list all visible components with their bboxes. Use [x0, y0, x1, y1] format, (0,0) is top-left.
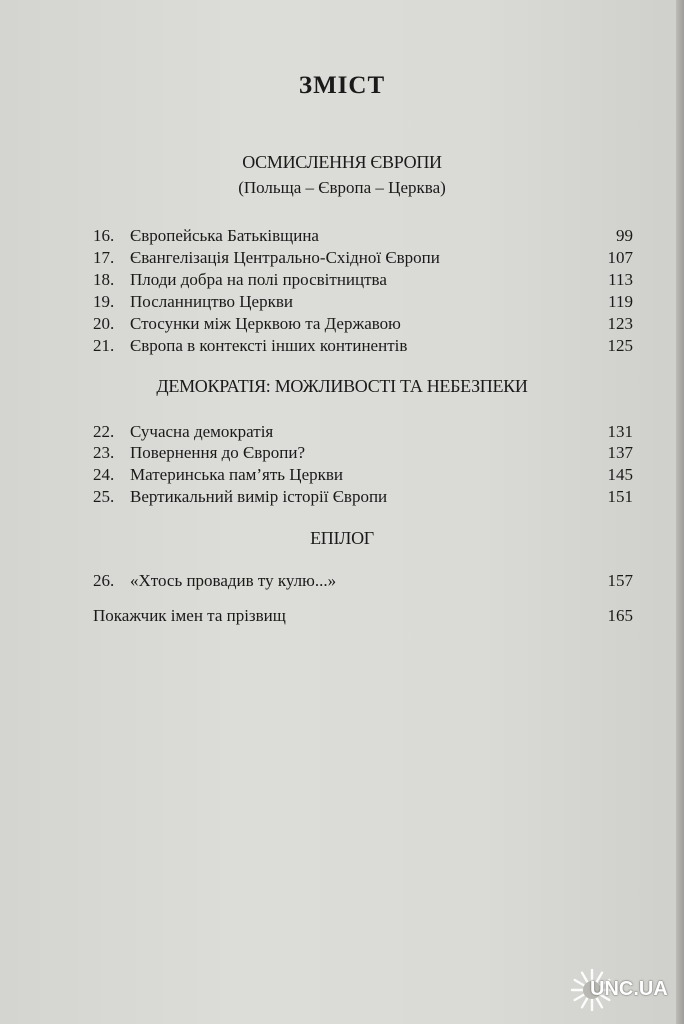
- entry-title: Європейська Батьківщина: [130, 226, 319, 245]
- index-page: 165: [607, 606, 633, 625]
- toc-entry: [93, 569, 633, 593]
- entry-page: 123: [607, 314, 633, 333]
- toc-entry: [93, 246, 633, 270]
- entry-title: «Хтось провадив ту кулю...»: [130, 571, 337, 590]
- toc-index-entry: [93, 604, 633, 628]
- toc-entry: [93, 463, 633, 487]
- toc-entry: [93, 485, 633, 509]
- entry-title: Стосунки між Церквою та Державою: [130, 314, 401, 333]
- toc-entry: [93, 441, 633, 465]
- entry-page: 145: [607, 465, 633, 484]
- entry-title: Материнська пам’ять Церкви: [130, 465, 344, 484]
- section-heading-democracy: ДЕМОКРАТІЯ: МОЖЛИВОСТІ ТА НЕБЕЗПЕКИ: [156, 376, 528, 396]
- entry-page: 151: [607, 487, 633, 506]
- toc-entry: [93, 290, 633, 314]
- entry-title: Плоди добра на полі просвітництва: [130, 270, 387, 289]
- entry-page: 107: [607, 248, 633, 267]
- toc-entry: [93, 268, 633, 292]
- entry-title: Посланництво Церкви: [130, 292, 293, 311]
- toc-entry: [93, 334, 633, 358]
- entry-title: Європа в контексті інших континентів: [130, 336, 408, 355]
- toc-entry: [93, 224, 633, 248]
- entry-page: 119: [608, 292, 633, 311]
- section-subheading-europe: (Польща – Європа – Церква): [238, 178, 446, 197]
- section-heading-europe: ОСМИСЛЕННЯ ЄВРОПИ: [242, 152, 442, 172]
- entry-page: 99: [616, 226, 633, 245]
- page-title: ЗМІСТ: [298, 72, 386, 99]
- entry-number: 17.: [93, 248, 115, 267]
- entry-title: Сучасна демократія: [130, 422, 274, 441]
- entry-number: 26.: [93, 571, 115, 590]
- entry-number: 19.: [93, 292, 115, 311]
- entry-page: 131: [607, 422, 633, 441]
- toc-entry: [93, 312, 633, 336]
- watermark: [568, 966, 678, 1016]
- entry-title: Повернення до Європи?: [130, 443, 306, 462]
- entry-number: 20.: [93, 314, 115, 333]
- watermark-text: UNC.UA: [590, 978, 668, 1000]
- entry-page: 113: [608, 270, 633, 289]
- entry-number: 24.: [93, 465, 115, 484]
- entry-number: 25.: [93, 487, 115, 506]
- entry-number: 18.: [93, 270, 115, 289]
- entry-number: 16.: [93, 226, 115, 245]
- entry-page: 157: [607, 571, 633, 590]
- entry-title: Євангелізація Центрально-Східної Європи: [130, 248, 440, 267]
- entry-page: 125: [607, 336, 633, 355]
- entry-title: Вертикальний вимір історії Європи: [130, 487, 388, 506]
- entry-number: 23.: [93, 443, 115, 462]
- entry-page: 137: [607, 443, 633, 462]
- entry-number: 21.: [93, 336, 115, 355]
- entry-number: 22.: [93, 422, 115, 441]
- section-heading-epilogue: ЕПІЛОГ: [310, 528, 374, 548]
- index-title: Покажчик імен та прізвищ: [93, 606, 286, 625]
